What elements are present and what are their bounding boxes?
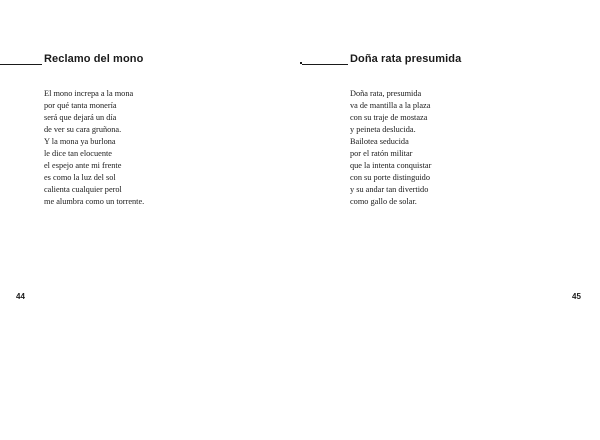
poem-line: será que dejará un día bbox=[44, 113, 117, 122]
poem-line: es como la luz del sol bbox=[44, 173, 116, 182]
poem-line: el espejo ante mi frente bbox=[44, 161, 122, 170]
poem-line: Bailotea seducida bbox=[350, 137, 409, 146]
poem-line: de ver su cara gruñona. bbox=[44, 125, 122, 134]
poem-title: Reclamo del mono bbox=[44, 53, 144, 65]
poem-line: va de mantilla a la plaza bbox=[350, 101, 431, 110]
poem-line: con su porte distinguido bbox=[350, 173, 430, 182]
title-rule bbox=[0, 64, 42, 65]
poem-line: El mono increpa a la mona bbox=[44, 89, 134, 98]
right-page bbox=[300, 0, 600, 440]
poem-title: Doña rata presumida bbox=[350, 53, 462, 65]
poem-line: como gallo de solar. bbox=[350, 197, 417, 206]
poem-line: y peineta deslucida. bbox=[350, 125, 416, 134]
poem-line: me alumbra como un torrente. bbox=[44, 197, 145, 206]
poem-line: Y la mona ya burlona bbox=[44, 137, 116, 146]
poem-line: le dice tan elocuente bbox=[44, 149, 112, 158]
poem-line: calienta cualquier perol bbox=[44, 185, 122, 194]
poem-line: por el ratón militar bbox=[350, 149, 413, 158]
poem-line: con su traje de mostaza bbox=[350, 113, 428, 122]
title-rule bbox=[302, 64, 348, 65]
poem-line: por qué tanta monería bbox=[44, 101, 117, 110]
page-number: 44 bbox=[16, 292, 25, 301]
poem-body bbox=[44, 88, 144, 208]
poem-line: y su andar tan divertido bbox=[350, 185, 429, 194]
page-number: 45 bbox=[572, 292, 581, 301]
poem-body bbox=[350, 88, 431, 208]
poem-line: que la intenta conquistar bbox=[350, 161, 432, 170]
poem-line: Doña rata, presumida bbox=[350, 89, 422, 98]
